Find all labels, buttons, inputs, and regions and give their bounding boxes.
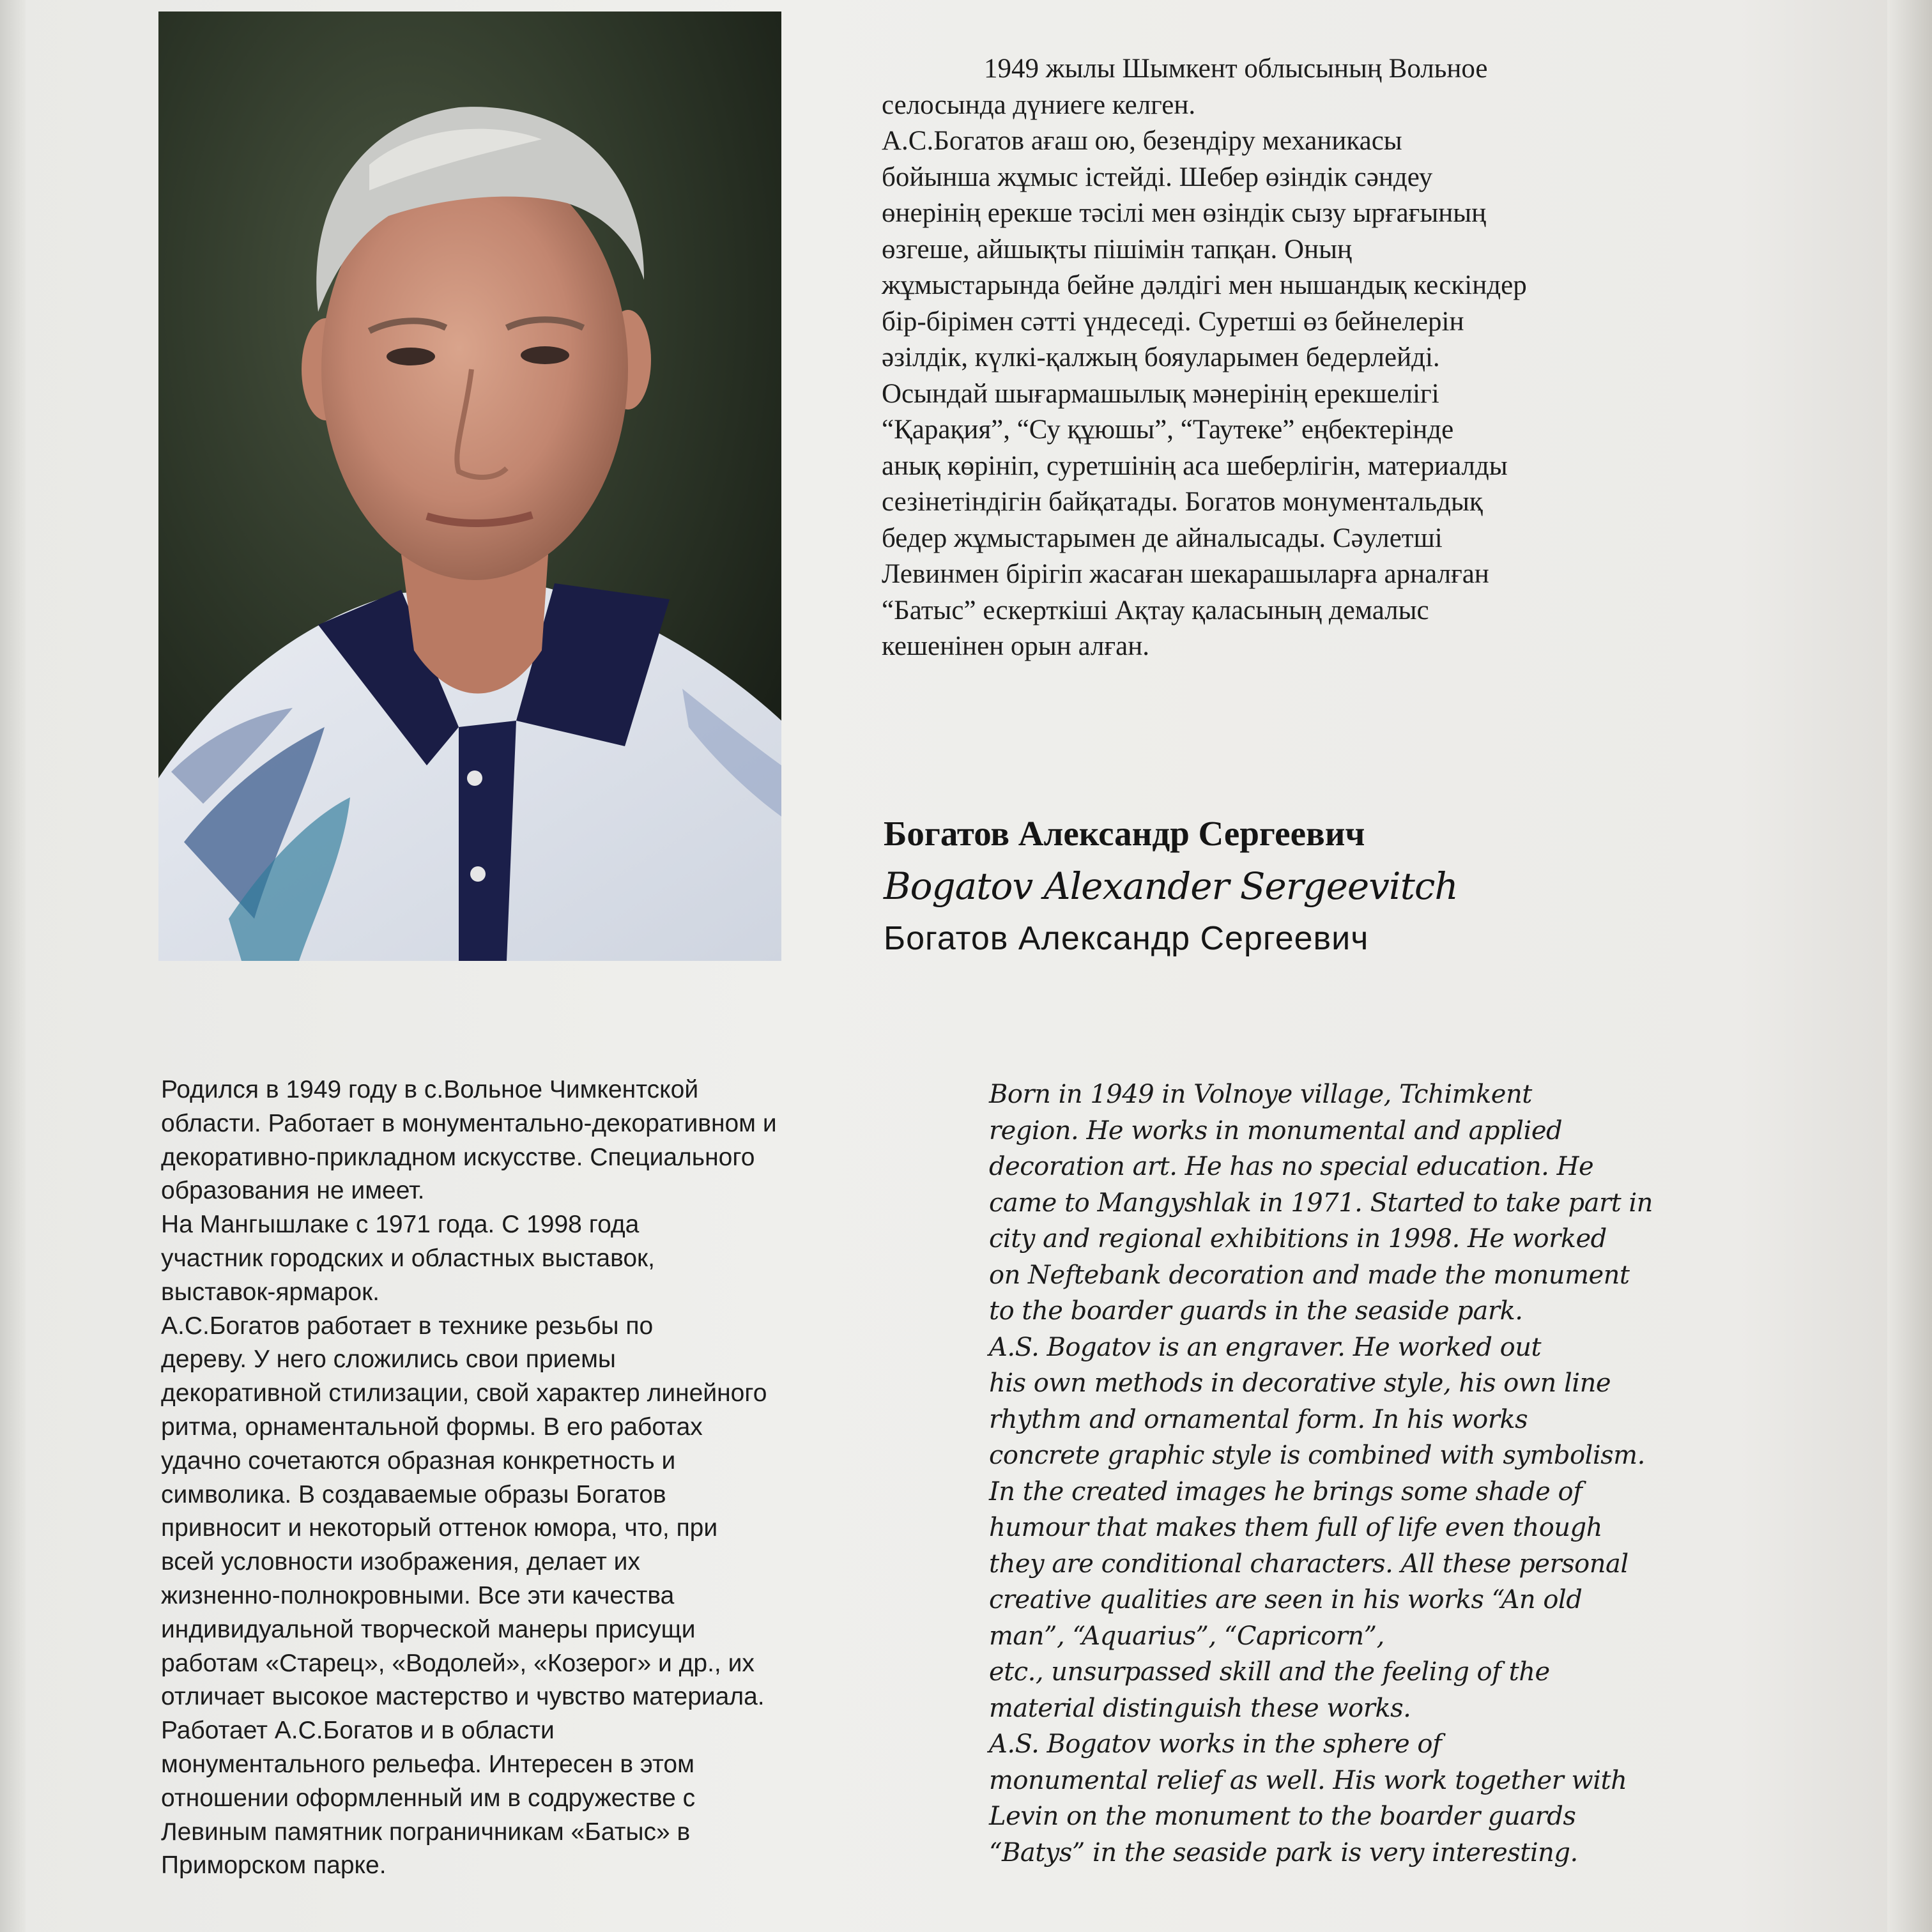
page-right-edge — [1887, 0, 1932, 1932]
portrait-illustration — [158, 12, 781, 961]
artist-name-kazakh: Богатов Александр Сергеевич — [884, 814, 1365, 853]
english-biography-text: Born in 1949 in Volnoye village, Tchimkent region. He works in monumental and applied decoration art. He has no special education. He came to Mangyshlak in 1971. Started to take part in city and regional exhibitions in 1998. He worked on Neftebank decoration and made the monument to the boarder guards in the seaside park. A.S. Bogatov is an engraver. He worked out his own methods in decorative style, his own line rhythm and ornamental form. In his works concrete graphic style is combined with symbolism. In the created images he brings some shade of humour that makes them full of life even though they are conditional characters. All these personal creative qualities are seen in his works “An old man”, “Aquarius”, “Capricorn”, etc., unsurpassed skill and the feeling of the material distinguish these works. A.S. Bogatov works in the sphere of monumental relief as well. His work together with Levin on the monument to the boarder guards “Batys” in the seaside park is very interesting. — [989, 1080, 1653, 1867]
artist-name-block — [884, 808, 1714, 964]
kazakh-biography-text: 1949 жылы Шымкент облысының Вольное селосында дүниеге келген. А.С.Богатов ағаш ою, безендіру механикасы бойынша жұмыс істейді. Шебер өзіндік сәндеу өнерінің ерекше тәсілі мен өзіндік сызу ырғағының өзгеше, айшықты пішімін тапқан. Оның жұмыстарында бейне дәлдігі мен нышандық кескіндер бір-бірімен сәтті үндеседі. Суретші өз бейнелерін әзілдік, күлкі-қалжың бояуларымен бедерлейді. Осындай шығармашылық мәнерінің ерекшелігі “Қарақия”, “Су құюшы”, “Таутеке” еңбектерінде анық көрініп, суретшінің аса шеберлігін, материалды сезінетіндігін байқатады. Богатов монументальдық бедер жұмыстарымен де айналысады. Сәулетші Левинмен бірігіп жасаған шекарашыларға арналған “Батыс” ескерткіші Ақтау қаласының демалыс кешенінен орын алған. — [882, 54, 1527, 661]
page-left-edge — [0, 0, 26, 1932]
portrait-photo — [158, 12, 781, 961]
russian-biography-text: Родился в 1949 году в с.Вольное Чимкентской области. Работает в монументально-декоративном и декоративно-прикладном искусстве. Специального образования не имеет. На Мангышлаке с 1971 года. С 1998 года участник городских и областных выставок, выставок-ярмарок. А.С.Богатов работает в технике резьбы по дереву. У него сложились свои приемы декоративной стилизации, свой характер линейного ритма, орнаментальной формы. В его работах удачно сочетаются образная конкретность и символика. В создаваемые образы Богатов привносит и некоторый оттенок юмора, что, при всей условности изображения, делает их жизненно-полнокровными. Все эти качества индивидуальной творческой манеры присущи работам «Старец», «Водолей», «Козерог» и др., их отличает высокое мастерство и чувство материала. Работает А.С.Богатов и в области монументального рельефа. Интересен в этом отношении оформленный им в содружестве с Левиным памятник пограничникам «Батыс» в Приморском парке. — [161, 1076, 777, 1880]
artist-name-english: Bogatov Alexander Sergeevitch — [884, 864, 1458, 908]
artist-name-russian: Богатов Александр Сергеевич — [884, 920, 1369, 957]
